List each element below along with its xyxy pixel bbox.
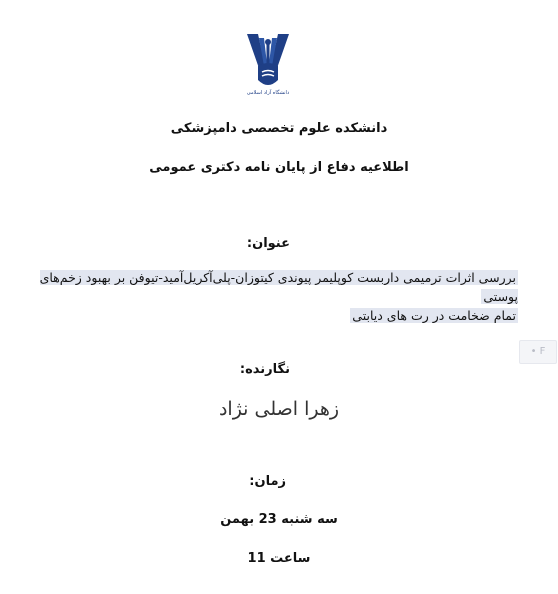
time-label: زمان: <box>249 474 286 489</box>
thesis-title <box>18 268 518 325</box>
title-label: عنوان: <box>246 236 290 251</box>
defense-date: سه شنبه 23 بهمن <box>220 512 338 527</box>
defense-hour: ساعت 11 <box>247 551 311 566</box>
side-floating-widget[interactable]: • F <box>519 340 557 364</box>
logo-caption: دانشگاه آزاد اسلامی <box>246 90 290 96</box>
university-logo <box>244 30 292 102</box>
thesis-title-line-2: تمام ضخامت در رت های دیابتی <box>352 308 516 323</box>
thesis-title-line-1: بررسی اثرات ترمیمی داربست کوپلیمر پیوندی کیتوزان-پلی‌آکریل‌آمید-تیوفن بر بهبود زخم‌های پوستی <box>39 270 518 304</box>
announcement-title: اطلاعیه دفاع از پایان نامه دکتری عمومی <box>149 160 409 175</box>
author-label: نگارنده: <box>239 362 290 377</box>
university-name: دانشکده علوم تخصصی دامپزشکی <box>170 121 388 136</box>
author-name: زهرا اصلی نژاد <box>218 398 340 420</box>
